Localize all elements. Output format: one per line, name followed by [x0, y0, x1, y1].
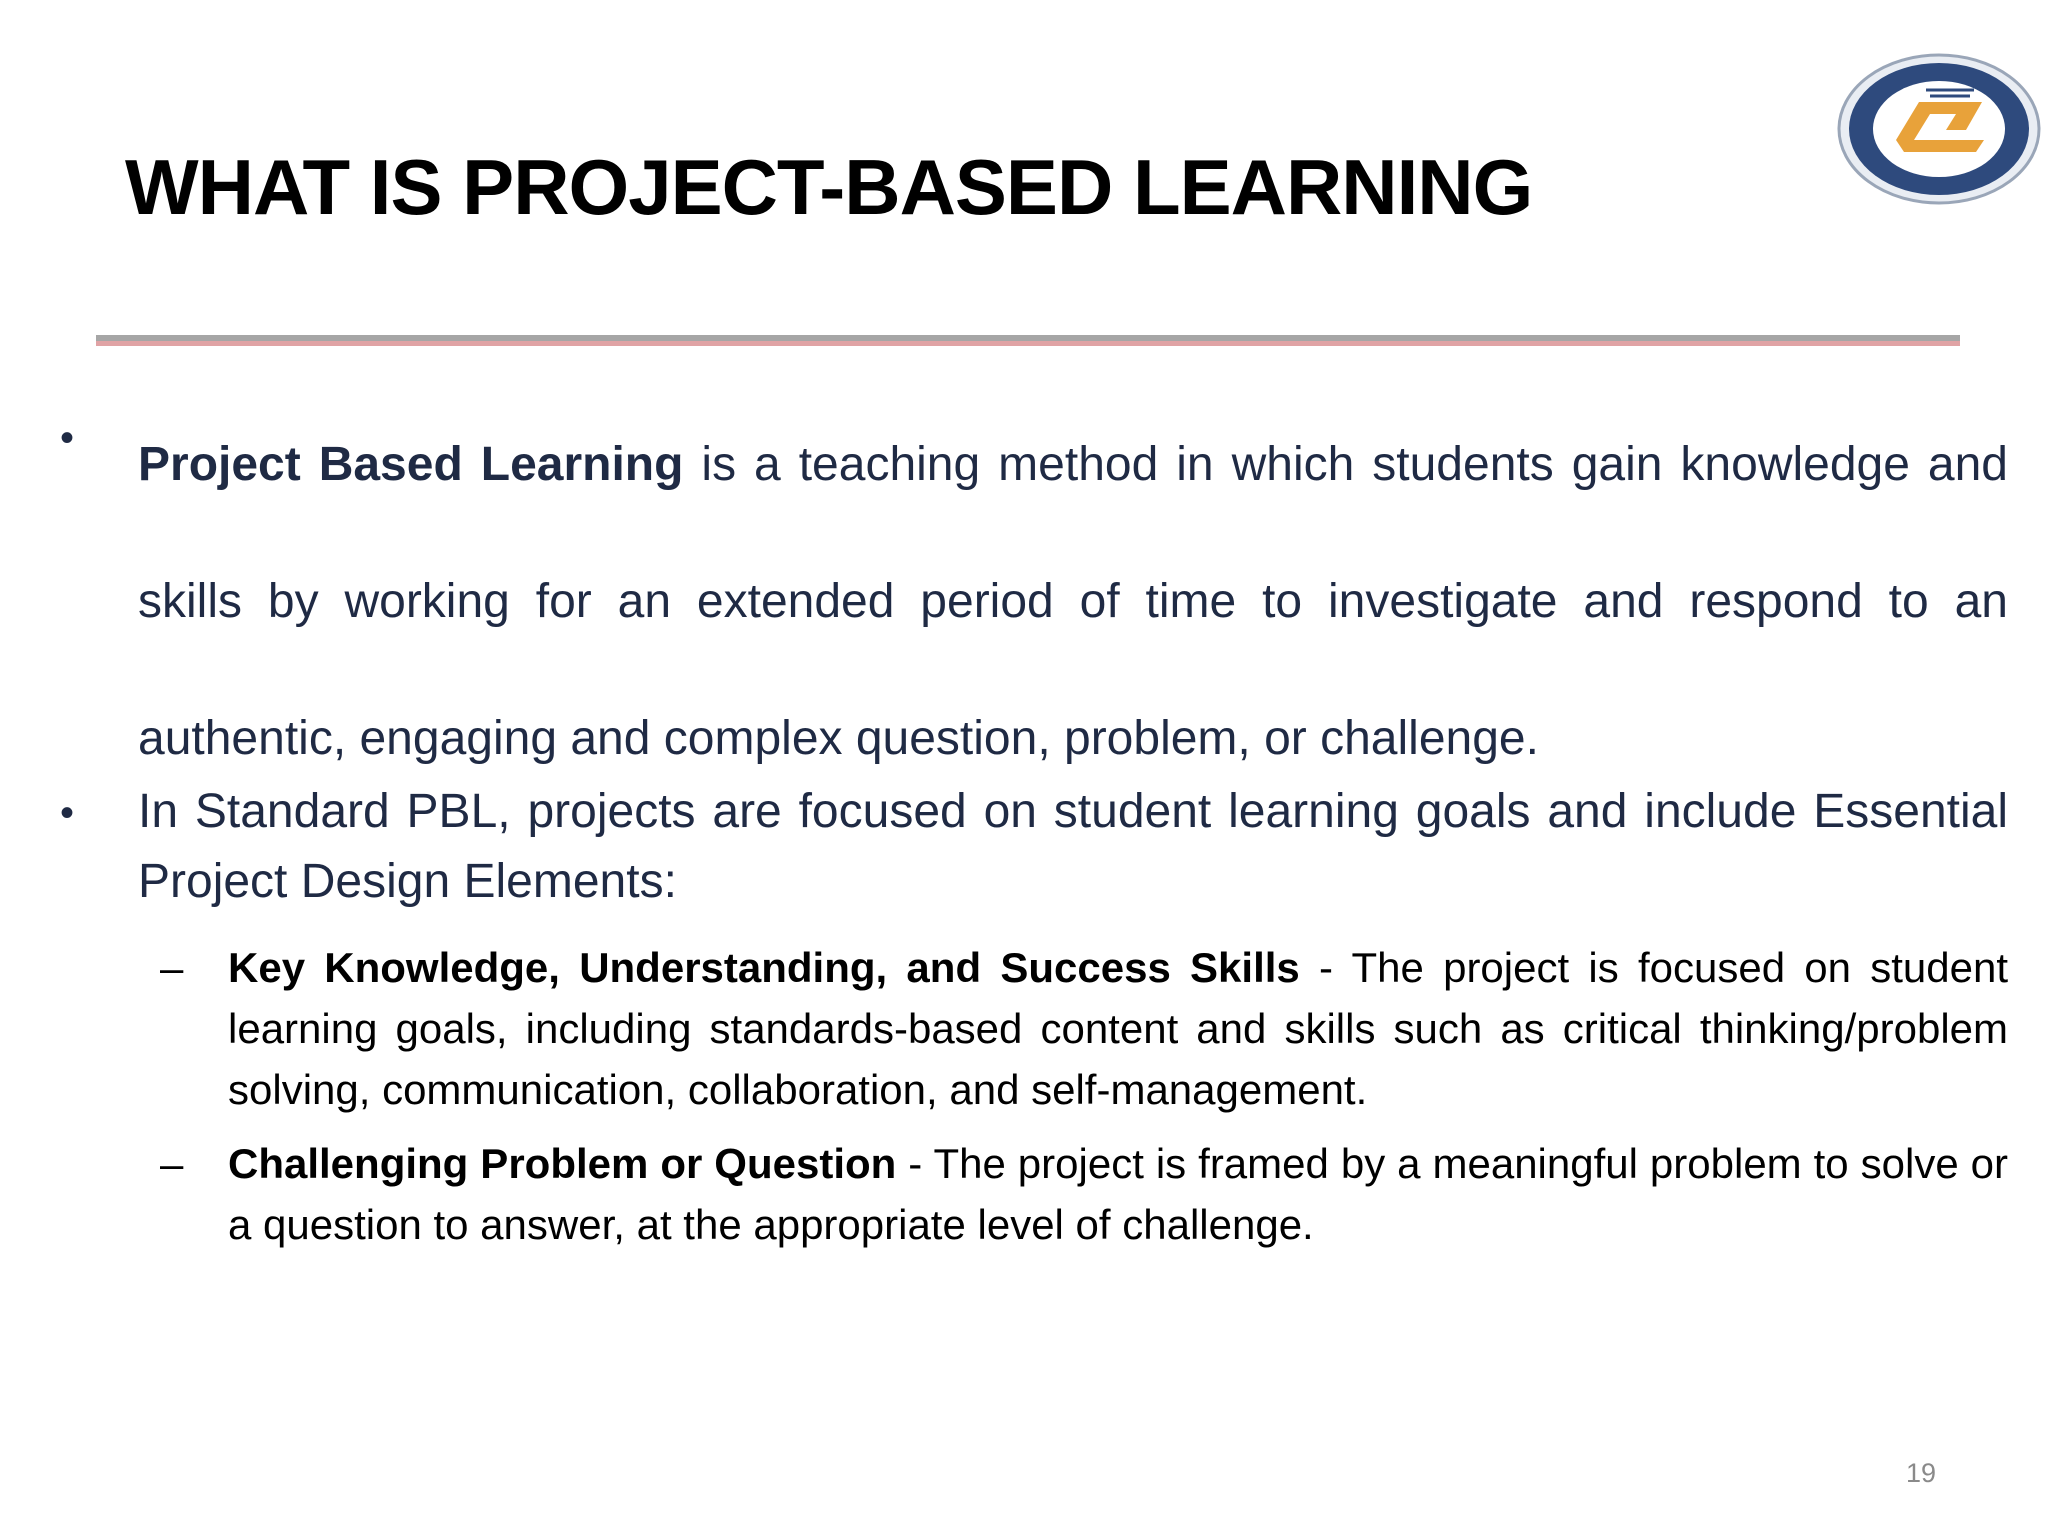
- bullet-marker: •: [60, 791, 75, 835]
- bullet-description: In Standard PBL, projects are focused on student learning goals and include Essential Project Design Elements:: [138, 785, 2008, 908]
- slide-body: [52, 416, 2009, 1255]
- page-number: 19: [1905, 1458, 1936, 1488]
- bullet-text: [138, 396, 2008, 807]
- bullet-marker: •: [60, 416, 75, 460]
- university-seal-icon: [1834, 52, 2044, 206]
- bullet-term: Project Based Learning: [138, 438, 684, 491]
- bullet-text: [138, 777, 2008, 917]
- sub-bullet-term: Challenging Problem or Question: [228, 1140, 897, 1187]
- dash-marker: –: [160, 944, 184, 991]
- university-seal-logo: [1834, 52, 2044, 206]
- sub-bullet-description: - The project is framed by a meaningful problem to solve or a question to answer, at the appropriate level of challenge.: [228, 1140, 2008, 1248]
- bullet-description: is a teaching method in which students gain knowledge and skills by working for an extended period of time to investigate and respond to an authentic, engaging and complex question, problem, or challenge.: [138, 438, 2008, 765]
- sub-bullet-item: [52, 937, 2008, 1120]
- title-divider: [96, 335, 1960, 346]
- bullet-item: [52, 777, 2008, 917]
- sub-bullet-text: [228, 937, 2008, 1120]
- sub-bullet-item: [52, 1133, 2008, 1255]
- sub-bullet-term: Key Knowledge, Understanding, and Success Skills: [228, 944, 1300, 991]
- bullet-item: [52, 396, 2008, 807]
- sub-bullet-description: - The project is focused on student learning goals, including standards-based content and skills such as critical thinking/problem solving, communication, collaboration, and self-management.: [228, 944, 2009, 1113]
- dash-marker: –: [160, 1140, 184, 1187]
- slide-title: WHAT IS PROJECT-BASED LEARNING: [125, 143, 1533, 231]
- sub-bullet-text: [228, 1133, 2008, 1255]
